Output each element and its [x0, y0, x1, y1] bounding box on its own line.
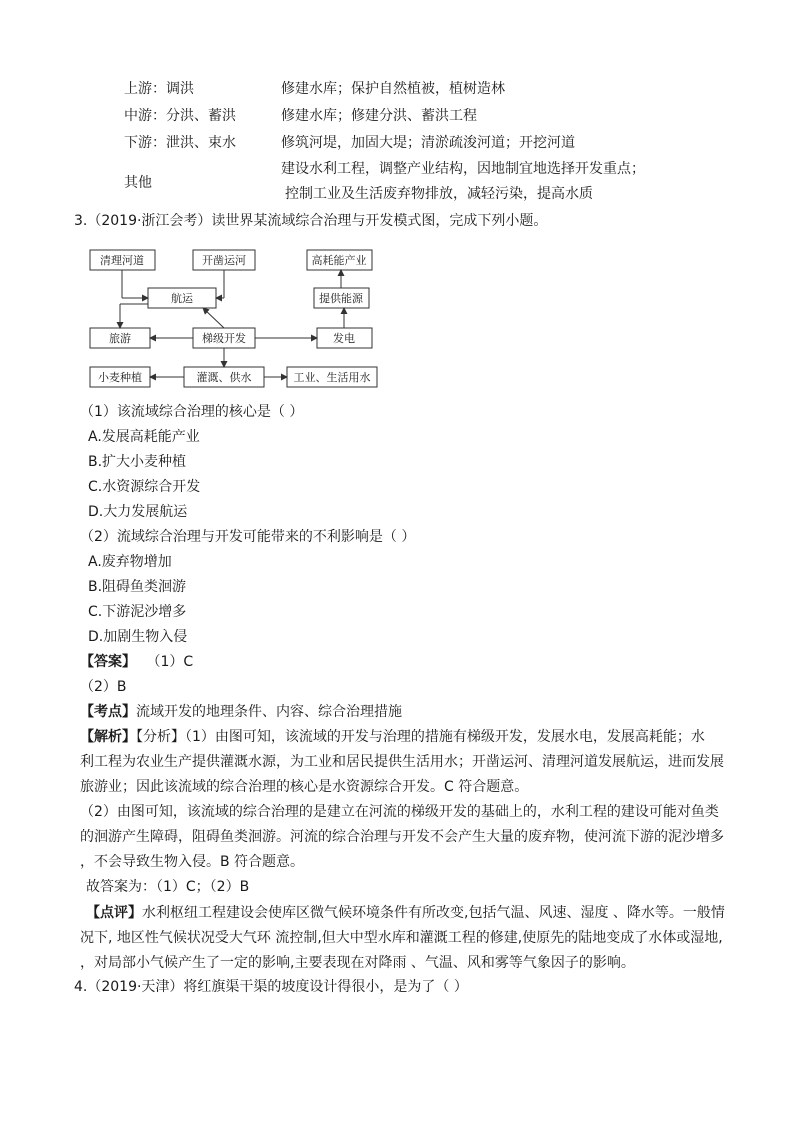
measure-action-upper: 修建水库；保护自然植被，植树造林 — [281, 81, 505, 97]
kaodian-label: 【考点】 — [80, 704, 136, 720]
box-cascade-label: 梯级开发 — [202, 332, 246, 345]
analysis-line-1 — [80, 727, 705, 747]
measure-reach-middle: 中游：分洪、蓄洪 — [124, 108, 236, 124]
q3-stem: 3.（2019·浙江会考）读世界某流域综合治理与开发模式图，完成下列小题。 — [74, 213, 548, 229]
q3-sub2-stem: （2）流域综合治理与开发可能带来的不利影响是（ ） — [80, 529, 416, 545]
analysis-line-4: （2）由图可知，该流域的综合治理的是建立在河流的梯级开发的基础上的，水利工程的建设可能对鱼类 — [80, 804, 719, 820]
measure-action-other-1: 建设水利工程，调整产业结构，因地制宜地选择开发重点； — [281, 161, 645, 177]
kaodian-line — [80, 702, 402, 722]
dianping-label: 【点评】 — [86, 905, 142, 921]
box-tourism-label: 旅游 — [109, 332, 131, 345]
comment-line-3: ，对局部小气候产生了一定的影响,主要表现在对降雨 、气温、风和雾等气象因子的影响。 — [80, 955, 635, 971]
q3-sub2-option-a: A.废弃物增加 — [88, 554, 172, 570]
answer-2: （2）B — [80, 679, 127, 695]
analysis-line-6: ，不会导致生物入侵。B 符合题意。 — [80, 854, 305, 870]
comment-text-1: 水利枢纽工程建设会使库区微气候环境条件有所改变,包括气温、风速、湿度 、降水等。一般情 — [142, 905, 725, 921]
box-clean-river-label: 清理河道 — [100, 254, 144, 267]
q3-sub1-stem: （1）该流域综合治理的核心是（ ） — [80, 404, 304, 420]
box-power-label: 发电 — [333, 332, 355, 345]
q3-sub2-option-d: D.加剧生物入侵 — [88, 629, 188, 645]
comment-line-1 — [86, 903, 725, 923]
measure-reach-upper: 上游：调洪 — [124, 81, 194, 97]
box-irrigation-label: 灌溉、供水 — [196, 371, 252, 384]
kaodian-text: 流域开发的地理条件、内容、综合治理措施 — [136, 704, 402, 720]
analysis-line-3: 旅游业；因此该流域的综合治理的核心是水资源综合开发。C 符合题意。 — [80, 779, 529, 795]
jiexi-label: 【解析】 — [80, 729, 136, 745]
box-water-use-label: 工业、生活用水 — [293, 371, 371, 384]
q3-sub1-option-c: C.水资源综合开发 — [88, 479, 201, 495]
q3-sub1-option-d: D.大力发展航运 — [88, 504, 188, 520]
box-wheat-label: 小麦种植 — [98, 371, 142, 384]
watershed-diagram — [85, 242, 385, 392]
answer-label: 【答案】 — [80, 654, 136, 670]
q3-sub2-option-c: C.下游泥沙增多 — [88, 604, 187, 620]
q4-stem: 4.（2019·天津）将红旗渠干渠的坡度设计得很小，是为了（ ） — [74, 979, 468, 995]
measure-action-other-2: 控制工业及生活废弃物排放，减轻污染，提高水质 — [285, 186, 593, 202]
q3-sub2-option-b: B.阻碍鱼类洄游 — [88, 579, 187, 595]
analysis-line-5: 的洄游产生障碍，阻碍鱼类洄游。河流的综合治理与开发不会产生大量的废弃物，使河流下游的泥沙增多 — [80, 829, 724, 845]
box-industry-label: 高耗能产业 — [311, 254, 367, 267]
measure-action-middle: 修建水库；修建分洪、蓄洪工程 — [281, 108, 477, 124]
answer-1: （1）C — [146, 654, 194, 670]
analysis-line-7: 故答案为：（1）C；（2）B — [86, 879, 250, 895]
box-shipping-label: 航运 — [171, 292, 193, 305]
q3-sub1-option-a: A.发展高耗能产业 — [88, 429, 200, 445]
q3-sub1-option-b: B.扩大小麦种植 — [88, 454, 187, 470]
answer-line — [80, 652, 193, 672]
box-canal-label: 开凿运河 — [202, 254, 246, 267]
measure-action-lower: 修筑河堤，加固大堤；清淤疏浚河道；开挖河道 — [281, 135, 575, 151]
box-energy-label: 提供能源 — [319, 292, 363, 305]
analysis-line-2: 利工程为农业生产提供灌溉水源，为工业和居民提供生活用水；开凿运河、清理河道发展航运，进而发展 — [80, 754, 724, 770]
measure-reach-other: 其他 — [124, 175, 152, 191]
measure-reach-lower: 下游：泄洪、束水 — [124, 135, 236, 151]
comment-line-2: 况下, 地区性气候状况受大气环 流控制,但大中型水库和灌溉工程的修建,使原先的陆地变成了水体或湿地, — [80, 930, 723, 946]
analysis-text-1: 【分析】（1）由图可知，该流域的开发与治理的措施有梯级开发，发展水电，发展高耗能；水 — [136, 729, 705, 745]
